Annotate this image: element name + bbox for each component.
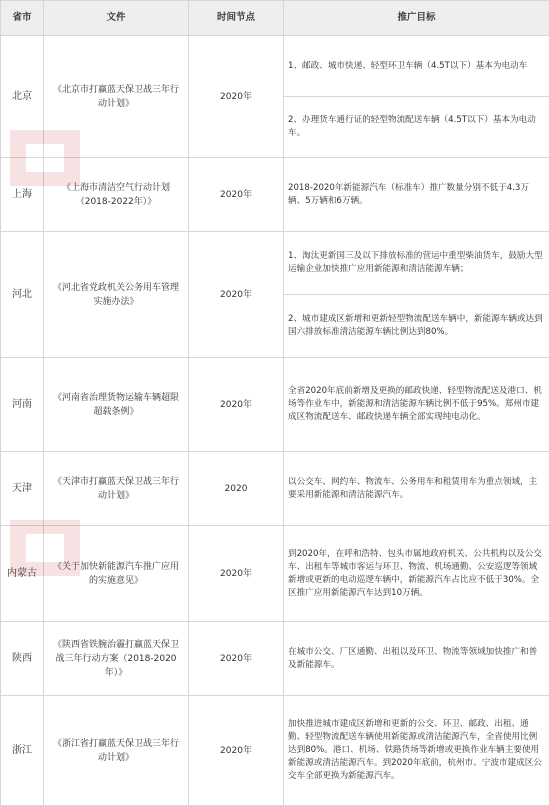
goal-cell: 2018-2020年新能源汽车（标准车）推广数量分别不低于4.3万辆、5万辆和6万辆。 <box>284 158 549 232</box>
time-cell: 2020年 <box>189 36 284 158</box>
province-cell: 内蒙古 <box>1 526 44 622</box>
goal-cell <box>284 36 549 158</box>
document-cell: 《河南省治理货物运输车辆超限超载条例》 <box>44 358 189 452</box>
table-row <box>1 358 549 452</box>
document-cell: 《关于加快新能源汽车推广应用的实施意见》 <box>44 526 189 622</box>
time-cell: 2020年 <box>189 622 284 696</box>
time-cell: 2020年 <box>189 358 284 452</box>
table-row <box>1 696 549 806</box>
document-cell: 《浙江省打赢蓝天保卫战三年行动计划》 <box>44 696 189 806</box>
table-header-row <box>1 1 549 36</box>
document-cell: 《上海市清洁空气行动计划（2018-2022年）》 <box>44 158 189 232</box>
table-row <box>1 452 549 526</box>
header-goal: 推广目标 <box>284 1 549 36</box>
province-cell: 河北 <box>1 232 44 358</box>
document-cell: 《河北省党政机关公务用车管理实施办法》 <box>44 232 189 358</box>
document-cell: 《陕西省铁腕治霾打赢蓝天保卫战三年行动方案（2018-2020年）》 <box>44 622 189 696</box>
table-row <box>1 36 549 158</box>
province-cell: 北京 <box>1 36 44 158</box>
province-cell: 天津 <box>1 452 44 526</box>
province-cell: 浙江 <box>1 696 44 806</box>
goal-cell: 以公交车、网约车、物流车、公务用车和租赁用车为重点领域，主要采用新能源和清洁能源汽车。 <box>284 452 549 526</box>
time-cell: 2020 <box>189 452 284 526</box>
goal-item: 2、城市建成区新增和更新轻型物流配送车辆中，新能源车辆或达到国六排放标准清洁能源车辆比例达到80%。 <box>284 294 549 357</box>
province-cell: 河南 <box>1 358 44 452</box>
time-cell: 2020年 <box>189 232 284 358</box>
province-cell: 上海 <box>1 158 44 232</box>
header-province: 省市 <box>1 1 44 36</box>
table-row <box>1 622 549 696</box>
header-time: 时间节点 <box>189 1 284 36</box>
goal-cell: 加快推进城市建成区新增和更新的公交、环卫、邮政、出租、通勤、轻型物流配送车辆使用新能源或清洁能源汽车，全省使用比例达到80%。港口、机场、铁路货场等新增或更换作业车辆主要使用新能源或清洁能源汽车。到2020年底前，杭州市、宁波市建成区公交车全部更换为新能源汽车。 <box>284 696 549 806</box>
table-row <box>1 526 549 622</box>
header-document: 文件 <box>44 1 189 36</box>
goal-cell: 在城市公交、厂区通勤、出租以及环卫、物流等领域加快推广和普及新能源车。 <box>284 622 549 696</box>
time-cell: 2020年 <box>189 158 284 232</box>
time-cell: 2020年 <box>189 696 284 806</box>
goal-item: 1、邮政、城市快递、轻型环卫车辆（4.5T以下）基本为电动车 <box>288 36 545 96</box>
goal-cell: 全省2020年底前新增及更换的邮政快递、轻型物流配送及港口、机场等作业车中，新能源和清洁能源车辆比例不低于95%。郑州市建成区物流配送车、邮政快递车辆全部实现纯电动化。 <box>284 358 549 452</box>
time-cell: 2020年 <box>189 526 284 622</box>
province-cell: 陕西 <box>1 622 44 696</box>
table-row <box>1 232 549 358</box>
goal-cell: 到2020年，在呼和浩特、包头市属地政府机关、公共机构以及公交车、出租车等城市客运与环卫、物流、机场通勤、公安巡逻等领域新增或更新的电动巡逻车辆中，新能源汽车占比应不低于30%。全区推广应用新能源汽车达到10万辆。 <box>284 526 549 622</box>
goal-item: 1、淘汰更新国三及以下排放标准的营运中重型柴油货车，鼓励大型运输企业加快推广应用新能源和清洁能源车辆； <box>288 232 545 294</box>
document-cell: 《天津市打赢蓝天保卫战三年行动计划》 <box>44 452 189 526</box>
goal-item: 2、办理货车通行证的轻型物流配送车辆（4.5T以下）基本为电动车。 <box>284 96 549 157</box>
document-cell: 《北京市打赢蓝天保卫战三年行动计划》 <box>44 36 189 158</box>
table-row <box>1 158 549 232</box>
goal-cell <box>284 232 549 358</box>
